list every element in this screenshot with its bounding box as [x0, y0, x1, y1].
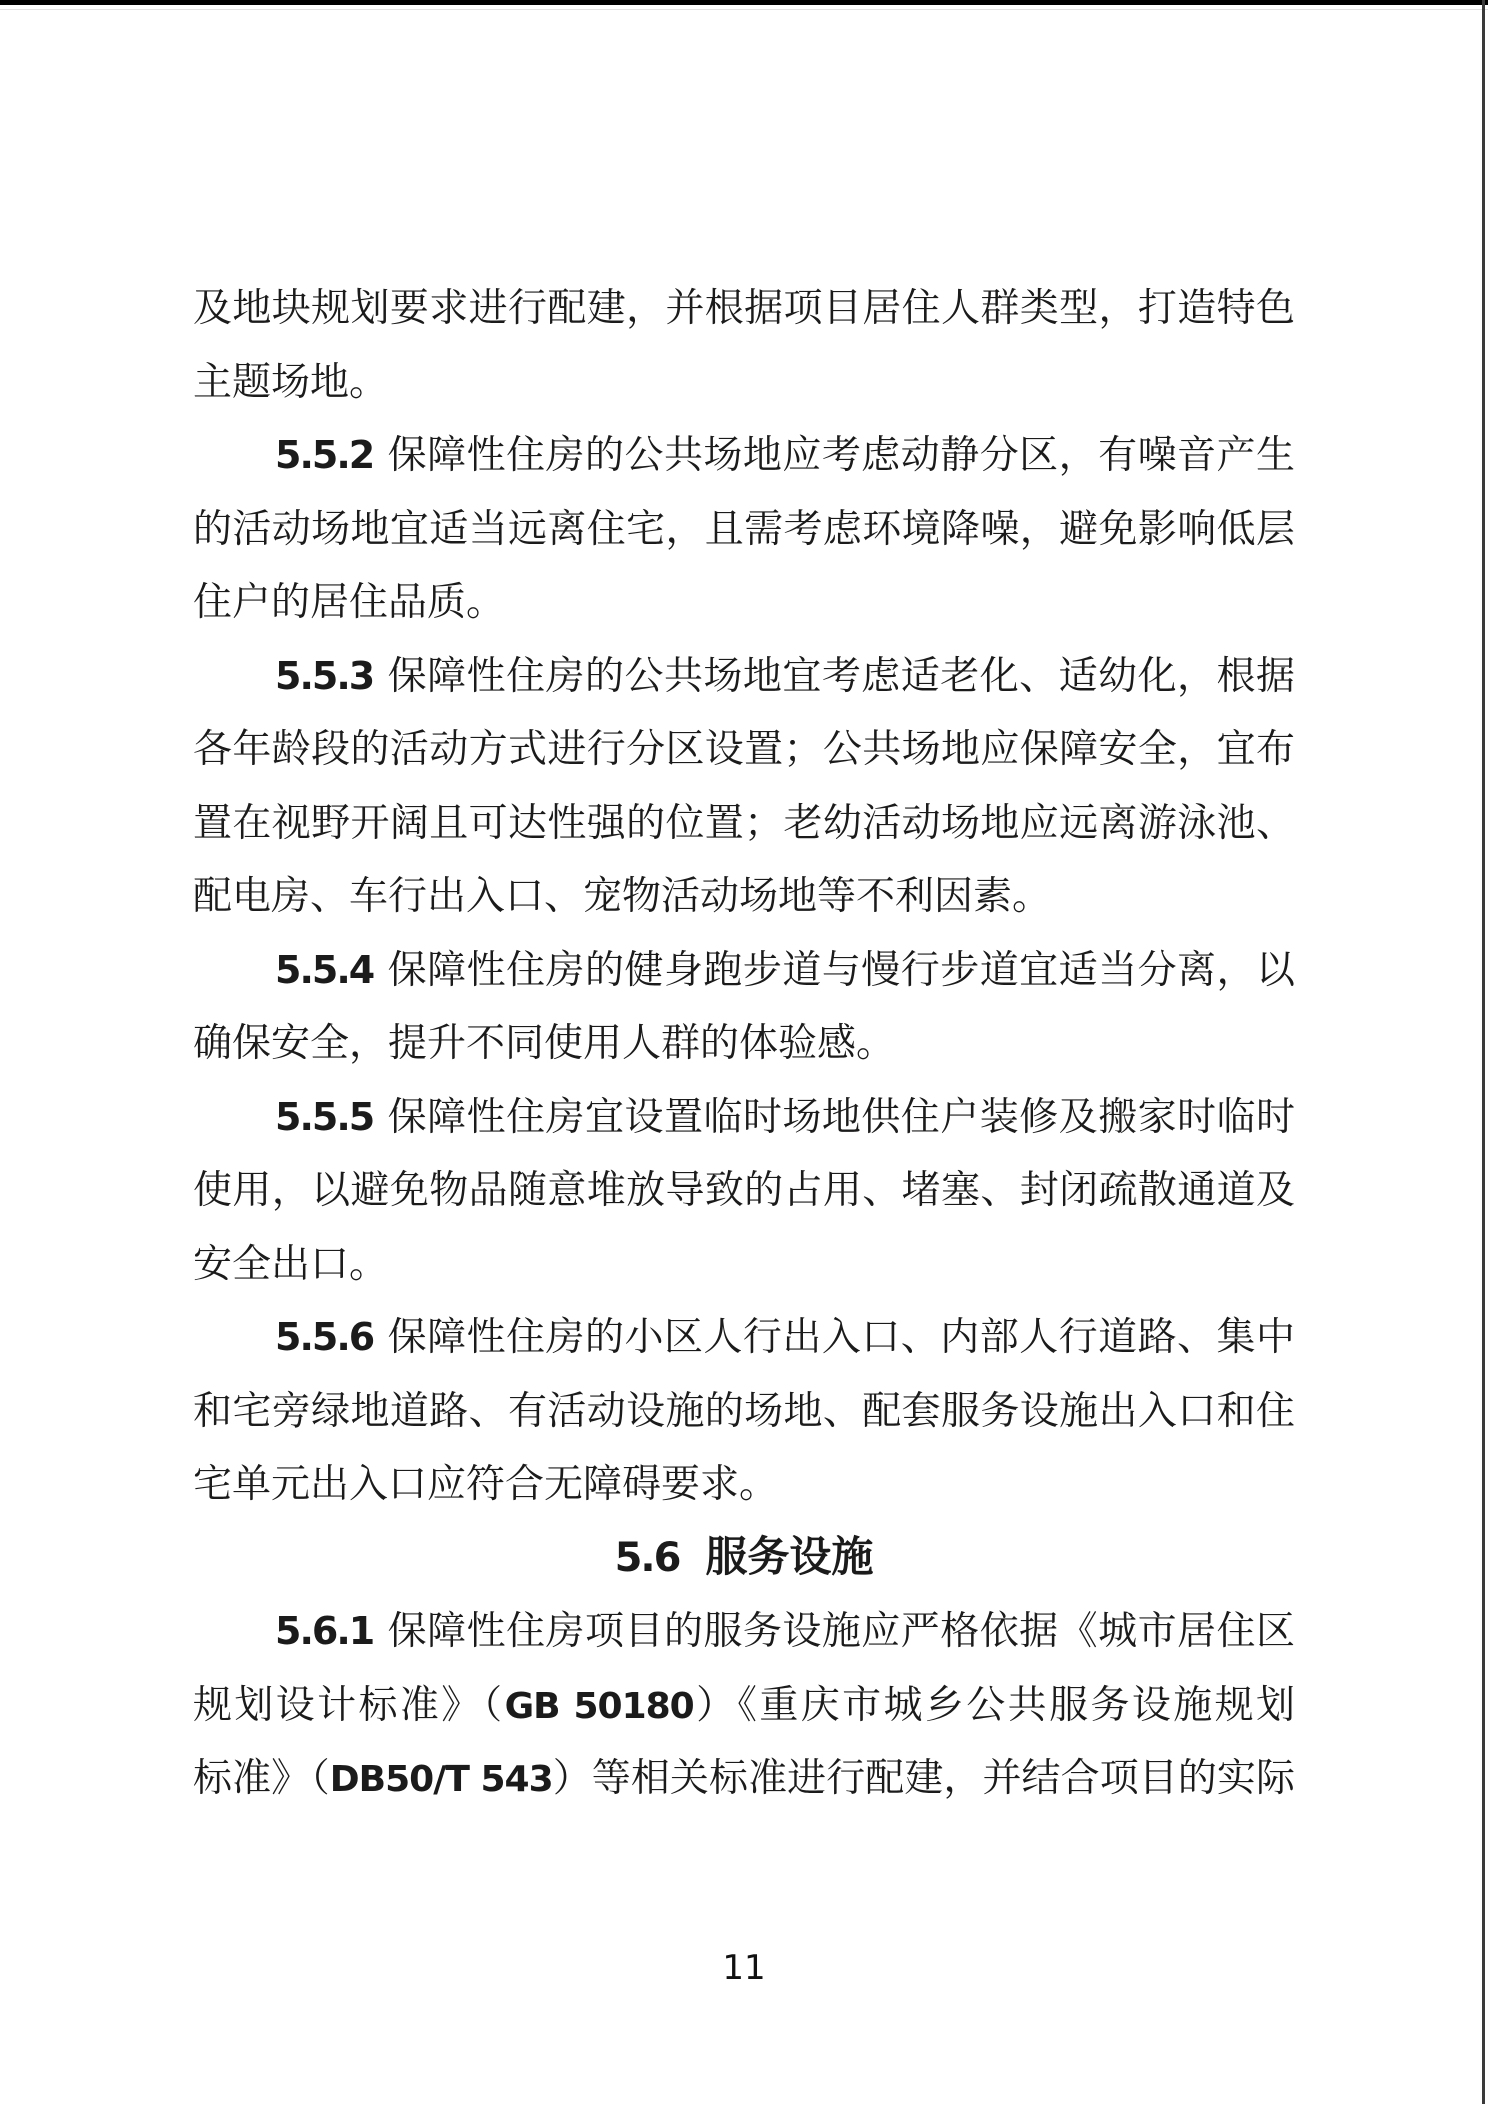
paragraph-line: 安全出口。 [193, 1242, 389, 1286]
page-content [193, 272, 1295, 1816]
paragraph-line: 确保安全，提升不同使用人群的体验感。 [193, 1022, 896, 1065]
scan-border-right [1482, 0, 1485, 2104]
paragraph-line [193, 1742, 1295, 1816]
paragraph-line: 及地块规划要求进行配建，并根据项目居住人群类型，打造特色 [193, 287, 1295, 330]
paragraph-line: 主题场地。 [193, 360, 389, 404]
paragraph-line: 宅单元出入口应符合无障碍要求。 [193, 1463, 779, 1506]
paragraph-text: 规划设计标准》（ [193, 1683, 505, 1727]
standard-code-gb50180: GB 50180 [504, 1685, 694, 1727]
section-number: 5.5.5 [275, 1094, 374, 1139]
paragraph-line: 置在视野开阔且可达性强的位置；老幼活动场地应远离游泳池、 [193, 801, 1295, 845]
page-number: 11 [722, 1948, 766, 1988]
section-5-6-1-line [193, 1595, 1295, 1669]
paragraph-line: 的活动场地宜适当远离住宅，且需考虑环境降噪，避免影响低层 [193, 507, 1295, 551]
paragraph-text: 保障性住房项目的服务设施应严格依据《城市居住区 [387, 1610, 1295, 1653]
paragraph-line: 和宅旁绿地道路、有活动设施的场地、配套服务设施出入口和住 [193, 1389, 1295, 1433]
heading-number: 5.6 [614, 1534, 680, 1581]
paragraph-text: 保障性住房宜设置临时场地供住户装修及搬家时临时 [387, 1095, 1295, 1139]
section-number: 5.5.4 [275, 947, 374, 992]
section-5-5-3-line [193, 640, 1295, 714]
section-5-5-6-line [193, 1301, 1295, 1375]
paragraph-text: 保障性住房的健身跑步道与慢行步道宜适当分离，以 [387, 948, 1295, 992]
scan-border-top-faint [0, 9, 1488, 10]
section-5-5-5-line [193, 1081, 1295, 1155]
section-number: 5.5.2 [275, 433, 374, 477]
paragraph-text: 保障性住房的小区人行出入口、内部人行道路、集中 [387, 1316, 1295, 1359]
paragraph-text: ）等相关标准进行配建，并结合项目的实际 [552, 1757, 1295, 1800]
paragraph-line: 各年龄段的活动方式进行分区设置；公共场地应保障安全，宜布 [193, 728, 1295, 771]
paragraph-line: 住户的居住品质。 [193, 581, 506, 624]
section-number: 5.5.6 [275, 1315, 374, 1359]
paragraph-line: 使用，以避免物品随意堆放导致的占用、堵塞、封闭疏散通道及 [193, 1169, 1295, 1212]
section-heading-5-6 [193, 1522, 1295, 1596]
section-number: 5.5.3 [275, 653, 374, 698]
heading-title: 服务设施 [705, 1534, 874, 1581]
section-5-5-2-line [193, 419, 1295, 493]
paragraph-line: 配电房、车行出入口、宠物活动场地等不利因素。 [193, 875, 1052, 918]
scan-border-top [0, 0, 1488, 5]
section-5-5-4-line [193, 934, 1295, 1008]
paragraph-text: 保障性住房的公共场地应考虑动静分区，有噪音产生 [387, 434, 1295, 477]
section-number: 5.6.1 [275, 1609, 374, 1653]
paragraph-text: ）《重庆市城乡公共服务设施规划 [693, 1683, 1295, 1727]
paragraph-line [193, 1669, 1295, 1743]
paragraph-text: 保障性住房的公共场地宜考虑适老化、适幼化，根据 [387, 654, 1295, 698]
paragraph-text: 标准》（ [193, 1757, 330, 1800]
standard-code-db50t543: DB50/T 543 [329, 1759, 553, 1800]
